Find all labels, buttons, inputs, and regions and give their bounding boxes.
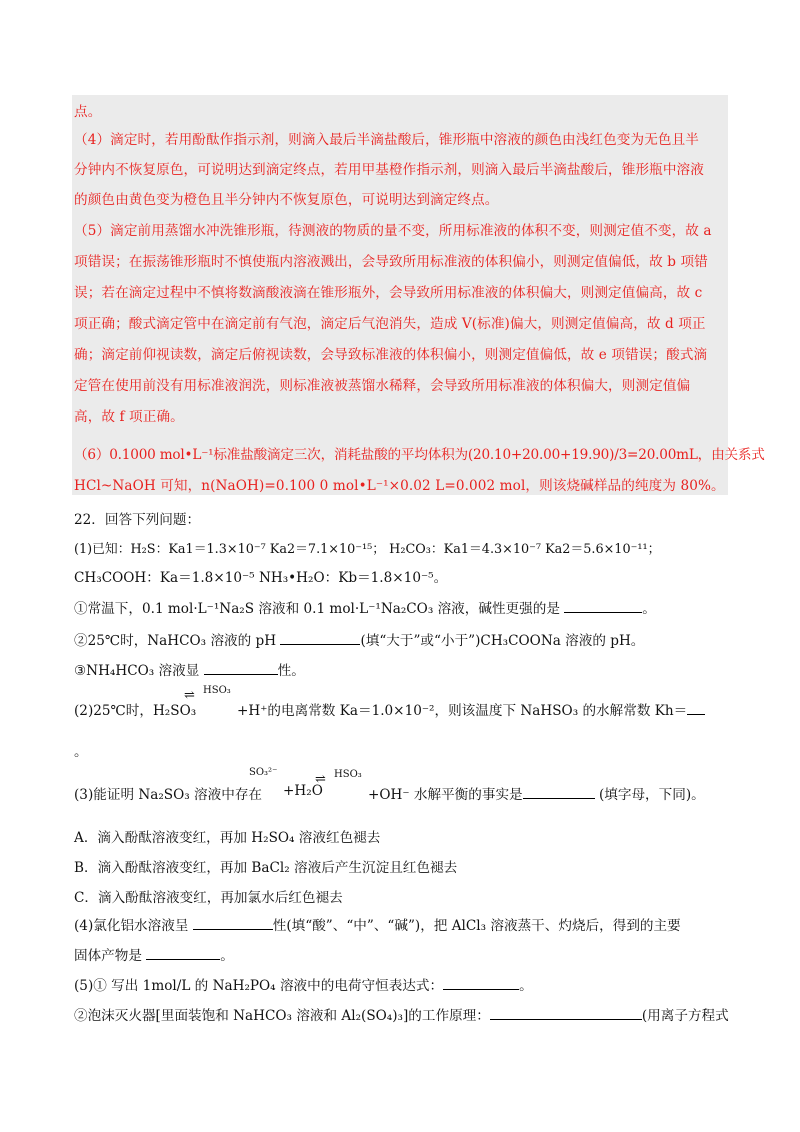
question-text [237,699,705,719]
question-text [74,944,234,964]
answer-blank[interactable] [564,598,642,613]
answer-line: 高，故 f 项正确。 [74,409,184,425]
equilibrium-arrow-icon: ⇌ [315,772,326,787]
question-text [74,1004,729,1024]
question-text: (1)已知：H₂S：Ka1＝1.3×10⁻⁷ Ka2＝7.1×10⁻¹⁵； H₂CO₃：Ka1＝4.3×10⁻⁷ Ka2＝5.6×10⁻¹¹； [74,542,661,557]
option-a: A．滴入酚酞溶液变红，再加 H₂SO₄ 溶液红色褪去 [74,830,381,846]
question-text: (2)25℃时，H₂SO₃ [74,703,197,719]
question-text: 。 [519,978,533,994]
question-text: ①常温下，0.1 mol·L⁻¹Na₂S 溶液和 0.1 mol·L⁻¹Na₂CO₃ 溶液，碱性更强的是 [74,601,560,617]
question-text [74,597,656,617]
answer-blank[interactable] [146,945,220,960]
answer-line: （5）滴定前用蒸馏水冲洗锥形瓶，待测液的物质的量不变，所用标准液的体积不变，则测定值不变，故 a [74,223,712,239]
answer-blank[interactable] [280,630,360,645]
option-b: B．滴入酚酞溶液变红，再加 BaCl₂ 溶液后产生沉淀且红色褪去 [74,860,458,876]
answer-line: 定管在使用前没有用标准液润洗，则标准液被蒸馏水稀释，会导致所用标准液的体积偏大，则测定值偏 [74,378,691,394]
answer-line: （4）滴定时，若用酚酞作指示剂，则滴入最后半滴盐酸后，锥形瓶中溶液的颜色由浅红色变为无色且半 [74,132,699,148]
question-text: (3)能证明 Na₂SO₃ 溶液中存在 [74,787,263,803]
answer-blank[interactable] [490,1005,642,1020]
formula-hso3: HSO₃ [334,769,362,780]
question-text: (用离子方程式 [641,1008,729,1024]
answer-blank[interactable] [443,975,519,990]
answer-line: 分钟内不恢复原色，可说明达到滴定终点，若用甲基橙作指示剂，则滴入最后半滴盐酸后，锥形瓶中溶液 [74,162,704,178]
question-text: +H₂O [283,783,323,799]
question-text: 性。 [277,663,305,679]
answer-line: HCl~NaOH 可知，n(NaOH)=0.100 0 mol•L⁻¹×0.02 L=0.002 mol，则该烧碱样品的纯度为 80%。 [74,478,725,494]
question-text: 。 [642,601,656,617]
question-text: (5)① 写出 1mol/L 的 NaH₂PO₄ 溶液中的电荷守恒表达式： [74,978,444,994]
question-text: ②泡沫灭火器[里面装饱和 NaHCO₃ 溶液和 Al₂(SO₄)₃]的工作原理： [74,1008,490,1024]
equilibrium-arrow-icon: ⇌ [184,688,195,703]
question-text: 。 [74,744,88,760]
question-text: CH₃COOH：Ka＝1.8×10⁻⁵ NH₃•H₂O：Kb＝1.8×10⁻⁵。 [74,570,448,586]
question-text [74,659,305,679]
question-text: (填字母，下同)。 [598,787,705,803]
question-text: (4)氯化铝水溶液呈 [74,918,189,934]
question-text: +OH⁻ 水解平衡的事实是 [368,787,523,803]
answer-blank[interactable] [523,784,595,799]
answer-line: 确；滴定前仰视读数，滴定后俯视读数，会导致标准液的体积偏小，则测定值偏低，故 e 项错误；酸式滴 [74,347,708,363]
answer-line: 的颜色由黄色变为橙色且半分钟内不恢复原色，可说明达到滴定终点。 [74,192,499,208]
question-text: (填“大于”或“小于”)CH₃COONa 溶液的 pH。 [360,633,645,649]
answer-line: 误；若在滴定过程中不慎将数滴酸液滴在锥形瓶外，会导致所用标准液的体积偏大，则测定值偏高，故 c [74,285,703,301]
question-text: ②25℃时，NaHCO₃ 溶液的 pH [74,633,277,649]
question-text [74,914,681,934]
answer-blank[interactable] [204,660,278,675]
answer-line: （6）0.1000 mol•L⁻¹标准盐酸滴定三次，消耗盐酸的平均体积为(20.10+20.00+19.90)/3=20.00mL，由关系式 [74,447,765,463]
answer-line: 项正确；酸式滴定管中在滴定前有气泡，滴定后气泡消失，造成 V(标准)偏大，则测定值偏高，故 d 项正 [74,316,706,332]
formula-hso3: HSO₃ [203,685,231,696]
answer-line: 点。 [74,104,102,120]
question-text: 性(填“酸”、“中”、“碱”)，把 AlCl₃ 溶液蒸干、灼烧后，得到的主要 [272,918,681,934]
answer-line: 项错误；在振荡锥形瓶时不慎使瓶内溶液溅出，会导致所用标准液的体积偏小，则测定值偏低，故 b 项错 [74,254,708,270]
question-text: 。 [220,948,234,964]
question-text [74,974,533,994]
question-title: 22．回答下列问题： [74,512,201,528]
question-text [368,783,705,803]
question-text [74,629,644,649]
question-text: ③NH₄HCO₃ 溶液显 [74,663,200,679]
question-text: 固体产物是 [74,948,142,964]
option-c: C．滴入酚酞溶液变红，再加氯水后红色褪去 [74,890,343,906]
question-text: +H⁺的电离常数 Ka＝1.0×10⁻²，则该温度下 NaHSO₃ 的水解常数 Kh＝ [237,703,688,719]
formula-so3: SO₃²⁻ [249,767,278,778]
answer-blank[interactable] [687,700,705,715]
answer-blank[interactable] [193,915,273,930]
